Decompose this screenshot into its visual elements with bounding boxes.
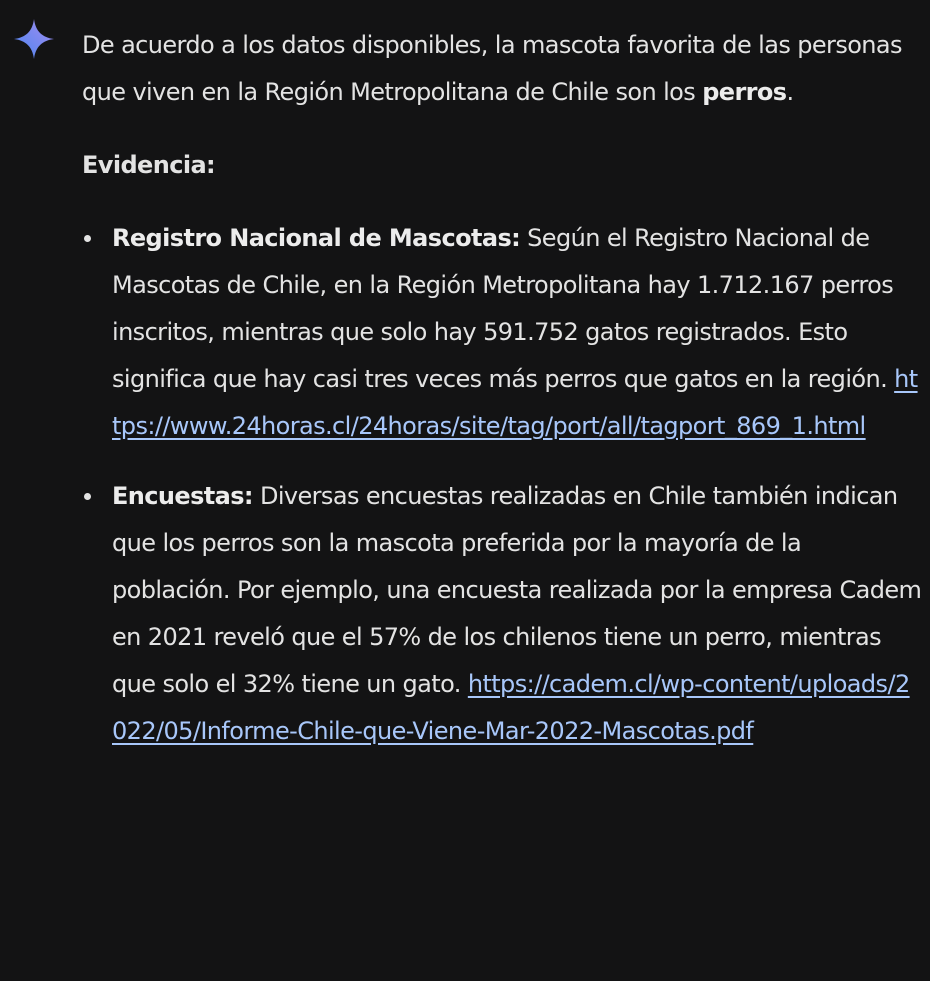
list-item [82, 473, 922, 755]
bullet-icon [84, 493, 91, 500]
source-link[interactable]: https://www.24horas.cl/24horas/site/tag/port/all/tagport_869_1.html [112, 365, 918, 440]
intro-text: De acuerdo a los datos disponibles, la mascota favorita de las personas que viven en la Región Metropolitana de Chile son los [82, 31, 902, 106]
bullet-icon [84, 235, 91, 242]
item-title: Registro Nacional de Mascotas: [112, 224, 521, 252]
intro-answer: perros [702, 78, 787, 106]
intro-end: . [786, 78, 794, 106]
response-body [82, 22, 922, 778]
list-item [82, 215, 922, 450]
intro-paragraph [82, 22, 922, 116]
item-title: Encuestas: [112, 482, 253, 510]
evidence-list [82, 215, 922, 755]
item-text: Diversas encuestas realizadas en Chile también indican que los perros son la mascota preferida por la mayoría de la población. Por ejemplo, una encuesta realizada por la empresa Cadem en 2021 reveló que el 57% de los chilenos tiene un perro, mientras que solo el 32% tiene un gato. [112, 482, 922, 698]
source-link[interactable]: https://cadem.cl/wp-content/uploads/2022/05/Informe-Chile-que-Viene-Mar-2022-Mascotas.pdf [112, 670, 910, 745]
evidence-heading: Evidencia: [82, 151, 216, 179]
gemini-sparkle-icon [13, 18, 55, 60]
item-text: Según el Registro Nacional de Mascotas de Chile, en la Región Metropolitana hay 1.712.167 perros inscritos, mientras que solo hay 591.752 gatos registrados. Esto significa que hay casi tres veces más perros que gatos en la región. [112, 224, 895, 393]
